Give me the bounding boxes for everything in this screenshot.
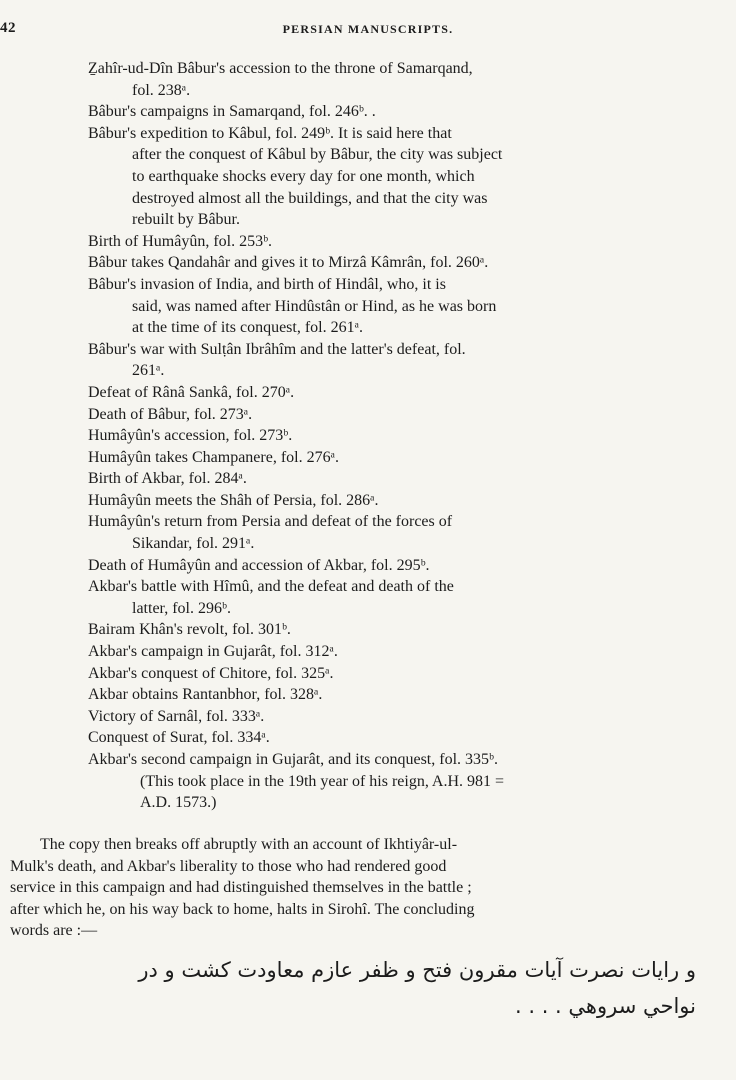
page-header: [0, 20, 736, 40]
entry-line: Akbar obtains Rantanbhor, fol. 328ᵃ.: [88, 686, 323, 704]
concluding-paragraph: [10, 834, 694, 942]
note-line: (This took place in the 19th year of his reign, A.H. 981 =: [140, 772, 505, 790]
contents-entry: [88, 641, 694, 663]
entry-line: fol. 238ᵃ.: [132, 81, 191, 99]
entry-line: Humâyûn takes Champanere, fol. 276ᵃ.: [88, 448, 339, 466]
entry-line: Victory of Sarnâl, fol. 333ᵃ.: [88, 707, 265, 725]
contents-entry: [88, 382, 694, 404]
contents-entry: [88, 404, 694, 426]
paragraph-line: Mulk's death, and Akbar's liberality to those who had rendered good: [10, 857, 447, 875]
entry-line: latter, fol. 296ᵇ.: [132, 599, 231, 617]
contents-entry: [88, 706, 694, 728]
entry-line: to earthquake shocks every day for one month, which: [132, 167, 475, 185]
entry-line: at the time of its conquest, fol. 261ᵃ.: [132, 319, 363, 337]
entry-line: Death of Bâbur, fol. 273ᵃ.: [88, 405, 253, 423]
quotation-line: نواحي سروهي . . . .: [515, 994, 696, 1018]
contents-entry: [88, 555, 694, 577]
entry-line: Conquest of Surat, fol. 334ᵃ.: [88, 729, 270, 747]
contents-entry: [88, 684, 694, 706]
contents-entry: [88, 339, 694, 382]
entry-line: Humâyûn meets the Shâh of Persia, fol. 286ᵃ.: [88, 491, 379, 509]
running-title: PERSIAN MANUSCRIPTS.: [282, 22, 454, 36]
entry-line: Death of Humâyûn and accession of Akbar, fol. 295ᵇ.: [88, 556, 430, 574]
entry-line: destroyed almost all the buildings, and that the city was: [132, 189, 488, 207]
contents-entry: [88, 576, 694, 619]
contents-entry: [88, 490, 694, 512]
entry-line: Bâbur's war with Sulṭân Ibrâhîm and the latter's defeat, fol.: [88, 340, 466, 358]
entry-line: Defeat of Rânâ Sankâ, fol. 270ᵃ.: [88, 383, 295, 401]
contents-entry: [88, 252, 694, 274]
contents-entry: [88, 511, 694, 554]
paragraph-line: service in this campaign and had distinguished themselves in the battle ;: [10, 879, 472, 897]
contents-entry: [88, 274, 694, 339]
entry-line: Bâbur's expedition to Kâbul, fol. 249ᵇ. It is said here that: [88, 124, 452, 142]
entry-line: Bâbur takes Qandahâr and gives it to Mirzâ Kâmrân, fol. 260ᵃ.: [88, 254, 489, 272]
entry-line: said, was named after Hindûstân or Hind, as he was born: [132, 297, 497, 315]
contents-entry: [88, 727, 694, 749]
page-number: 42: [0, 20, 16, 36]
entry-line: after the conquest of Kâbul by Bâbur, the city was subject: [132, 146, 503, 164]
persian-quotation: [10, 952, 696, 1024]
contents-entry: [88, 123, 694, 231]
entry-line: Akbar's battle with Hîmû, and the defeat and death of the: [88, 578, 454, 596]
entry-line: 261ᵃ.: [132, 362, 165, 380]
entry-line: Bâbur's invasion of India, and birth of Hindâl, who, it is: [88, 275, 446, 293]
entry-line: Bairam Khân's revolt, fol. 301ᵇ.: [88, 621, 291, 639]
entry-line: Akbar's conquest of Chitore, fol. 325ᵃ.: [88, 664, 334, 682]
entry-line: Humâyûn's return from Persia and defeat of the forces of: [88, 513, 453, 531]
contents-list: [0, 58, 736, 814]
contents-entry: [88, 468, 694, 490]
note-line: A.D. 1573.): [140, 794, 217, 812]
paragraph-line: after which he, on his way back to home, halts in Sirohî. The concluding: [10, 900, 475, 918]
entry-line: Bâbur's campaigns in Samarqand, fol. 246ᵇ. .: [88, 103, 376, 121]
entry-line: Ẕahîr-ud-Dîn Bâbur's accession to the throne of Samarqand,: [88, 60, 473, 77]
entry-line: Sikandar, fol. 291ᵃ.: [132, 535, 255, 553]
entry-line: Birth of Humâyûn, fol. 253ᵇ.: [88, 232, 273, 250]
entry-line: Birth of Akbar, fol. 284ᵃ.: [88, 470, 247, 488]
entry-line: Akbar's campaign in Gujarât, fol. 312ᵃ.: [88, 643, 338, 661]
entry-line: Humâyûn's accession, fol. 273ᵇ.: [88, 427, 293, 445]
entry-line: rebuilt by Bâbur.: [132, 211, 240, 229]
contents-entry: [88, 425, 694, 447]
contents-entry: [88, 101, 694, 123]
contents-entry: [88, 447, 694, 469]
contents-entry: [88, 58, 694, 101]
contents-entry: [88, 749, 694, 771]
paragraph-line: The copy then breaks off abruptly with an account of Ikhtiyâr-ul-: [40, 836, 458, 853]
entry-line: Akbar's second campaign in Gujarât, and its conquest, fol. 335ᵇ.: [88, 751, 498, 768]
contents-entry: [88, 231, 694, 253]
contents-entry: [88, 663, 694, 685]
quotation-line: و رايات نصرت آيات مقرون فتح و ظفر عازم معاودت كشت و در: [138, 958, 696, 982]
contents-entry: [88, 619, 694, 641]
paragraph-line: words are :—: [10, 922, 98, 940]
entry-note: [88, 771, 694, 814]
